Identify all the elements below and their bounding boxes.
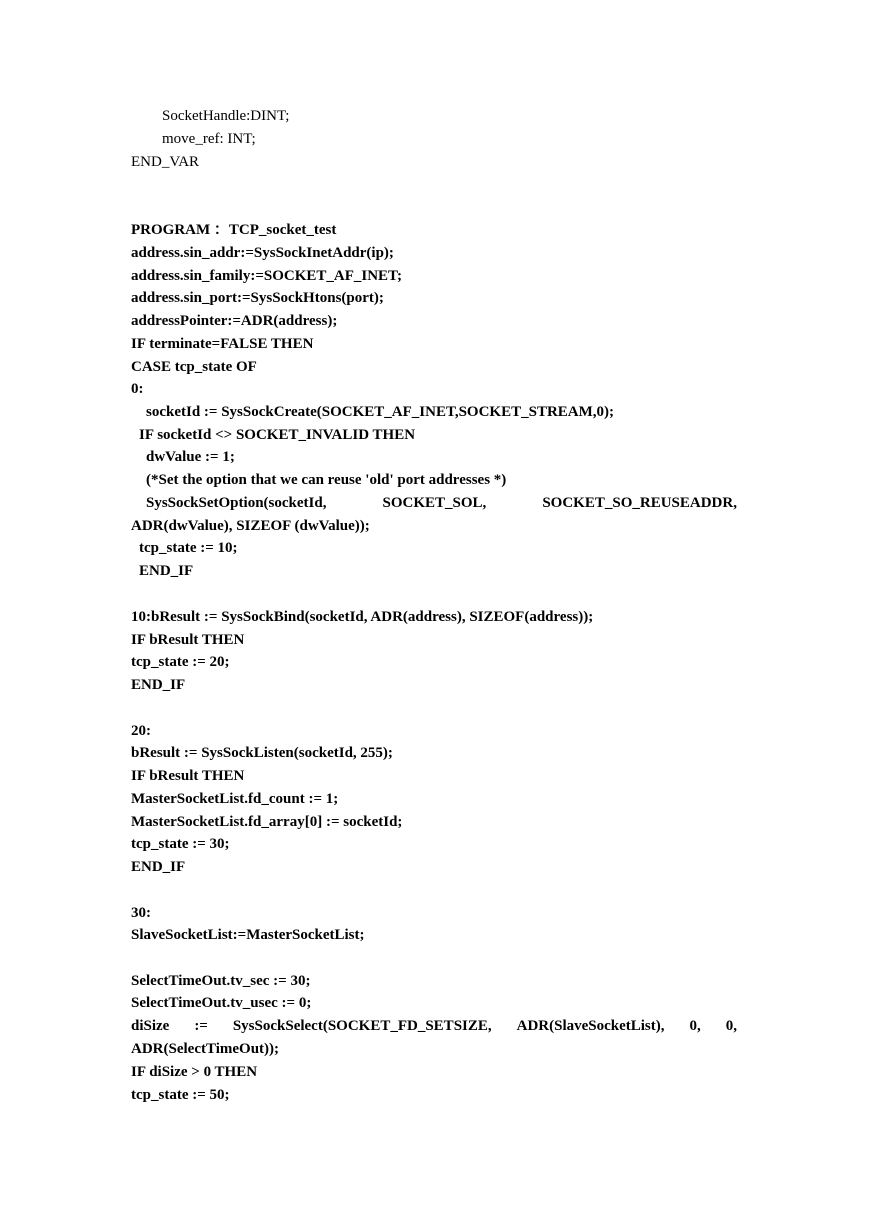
code-token: diSize xyxy=(131,1018,170,1034)
code-line: ADR(dwValue), SIZEOF (dwValue)); xyxy=(131,518,370,534)
code-line: move_ref: INT; xyxy=(162,131,256,147)
code-line: tcp_state := 10; xyxy=(139,540,238,556)
code-line-justified xyxy=(131,1016,737,1036)
code-line: IF bResult THEN xyxy=(131,768,245,784)
code-line: IF diSize > 0 THEN xyxy=(131,1064,258,1080)
code-line: ADR(SelectTimeOut)); xyxy=(131,1041,280,1057)
code-line-justified xyxy=(146,493,737,513)
code-line: IF bResult THEN xyxy=(131,632,245,648)
code-line: SelectTimeOut.tv_usec := 0; xyxy=(131,995,312,1011)
code-line: CASE tcp_state OF xyxy=(131,359,257,375)
code-line: bResult := SysSockListen(socketId, 255); xyxy=(131,745,393,761)
code-line: 20: xyxy=(131,723,151,739)
code-line: tcp_state := 20; xyxy=(131,654,230,670)
code-line: END_VAR xyxy=(131,154,200,170)
code-token: 0, xyxy=(725,1018,737,1034)
code-line: address.sin_port:=SysSockHtons(port); xyxy=(131,290,384,306)
code-token: 0, xyxy=(689,1018,701,1034)
program-header: PROGRAM ：TCP_socket_test xyxy=(131,222,337,238)
code-line: tcp_state := 30; xyxy=(131,836,230,852)
code-token: SOCKET_SOL, xyxy=(382,495,487,511)
code-token: := xyxy=(194,1018,208,1034)
code-line: 0: xyxy=(131,381,144,397)
code-line: 10:bResult := SysSockBind(socketId, ADR(address), SIZEOF(address)); xyxy=(131,609,594,625)
code-line: SelectTimeOut.tv_sec := 30; xyxy=(131,973,311,989)
code-token: SOCKET_SO_REUSEADDR, xyxy=(542,495,737,511)
code-line: address.sin_addr:=SysSockInetAddr(ip); xyxy=(131,245,394,261)
code-token: SysSockSelect(SOCKET_FD_SETSIZE, xyxy=(232,1018,492,1034)
code-line: END_IF xyxy=(131,677,186,693)
code-line: IF terminate=FALSE THEN xyxy=(131,336,314,352)
code-line: END_IF xyxy=(139,563,194,579)
code-line: IF socketId <> SOCKET_INVALID THEN xyxy=(139,427,416,443)
code-line: SlaveSocketList:=MasterSocketList; xyxy=(131,927,365,943)
code-line: END_IF xyxy=(131,859,186,875)
code-comment: (*Set the option that we can reuse 'old' port addresses *) xyxy=(146,472,507,488)
code-line: dwValue := 1; xyxy=(146,449,235,465)
code-line: address.sin_family:=SOCKET_AF_INET; xyxy=(131,268,402,284)
code-line: MasterSocketList.fd_array[0] := socketId; xyxy=(131,814,403,830)
code-token: SysSockSetOption(socketId, xyxy=(146,495,327,511)
code-line: 30: xyxy=(131,905,151,921)
code-line: addressPointer:=ADR(address); xyxy=(131,313,338,329)
code-line: tcp_state := 50; xyxy=(131,1087,230,1103)
code-line: SocketHandle:DINT; xyxy=(162,108,290,124)
code-line: MasterSocketList.fd_count := 1; xyxy=(131,791,339,807)
code-line: socketId := SysSockCreate(SOCKET_AF_INET,SOCKET_STREAM,0); xyxy=(146,404,615,420)
code-token: ADR(SlaveSocketList), xyxy=(516,1018,665,1034)
